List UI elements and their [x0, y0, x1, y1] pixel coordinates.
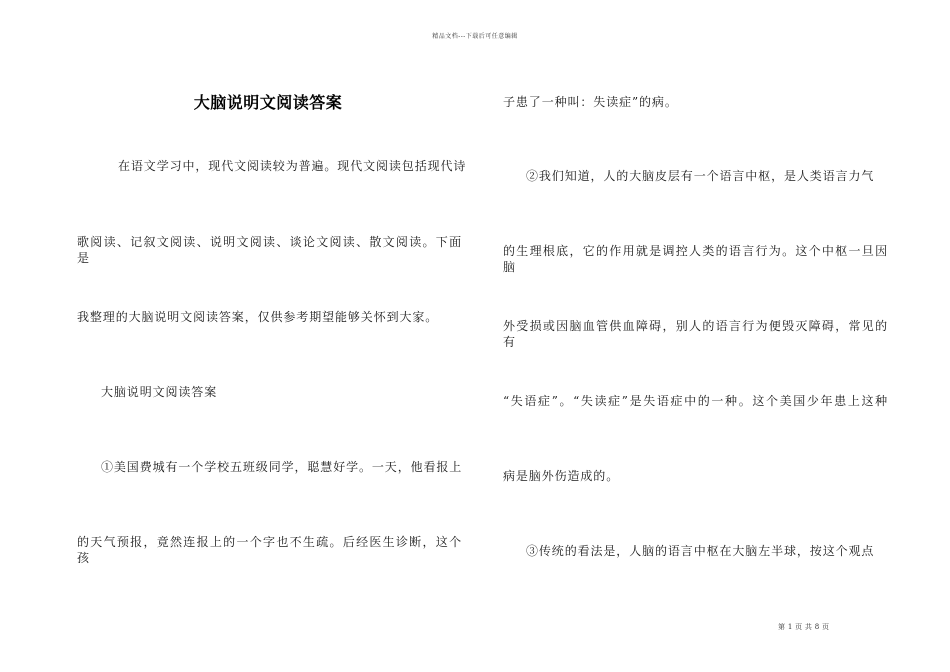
left-line-2: 歌阅读、记叙文阅读、说明文阅读、谈论文阅读、散文阅读。下面是 — [77, 235, 462, 265]
page-number: 第 1 页 共 8 页 — [778, 623, 830, 631]
right-line-1: 子患了一种叫：失读症”的病。 — [503, 95, 678, 109]
right-line-3: 的生理根底，它的作用就是调控人类的语言行为。这个中枢一旦因脑 — [503, 244, 888, 274]
right-line-4: 外受损或因脑血管供血障碍，别人的语言行为便毁灭障碍，常见的有 — [503, 319, 888, 349]
right-line-2: ②我们知道，人的大脑皮层有一个语言中枢，是人类语言力气 — [526, 169, 875, 183]
right-line-6: 病是脑外伤造成的。 — [503, 469, 620, 483]
right-line-7: ③传统的看法是，人脑的语言中枢在大脑左半球，按这个观点 — [526, 544, 875, 558]
left-line-1: 在语文学习中，现代文阅读较为普遍。现代文阅读包括现代诗 — [118, 159, 467, 173]
left-line-5: ①美国费城有一个学校五班级同学，聪慧好学。一天，他看报上 — [101, 460, 463, 474]
left-line-6: 的天气预报，竟然连报上的一个字也不生疏。后经医生诊断，这个孩 — [77, 535, 462, 565]
header-note: 精品文档---下载后可任意编辑 — [432, 33, 518, 40]
left-section-heading: 大脑说明文阅读答案 — [101, 385, 218, 399]
right-line-5: “失语症”。“失读症”是失语症中的一种。这个美国少年患上这种 — [503, 394, 888, 408]
left-line-3: 我整理的大脑说明文阅读答案，仅供参考期望能够关怀到大家。 — [77, 310, 439, 324]
document-title: 大脑说明文阅读答案 — [193, 93, 343, 112]
